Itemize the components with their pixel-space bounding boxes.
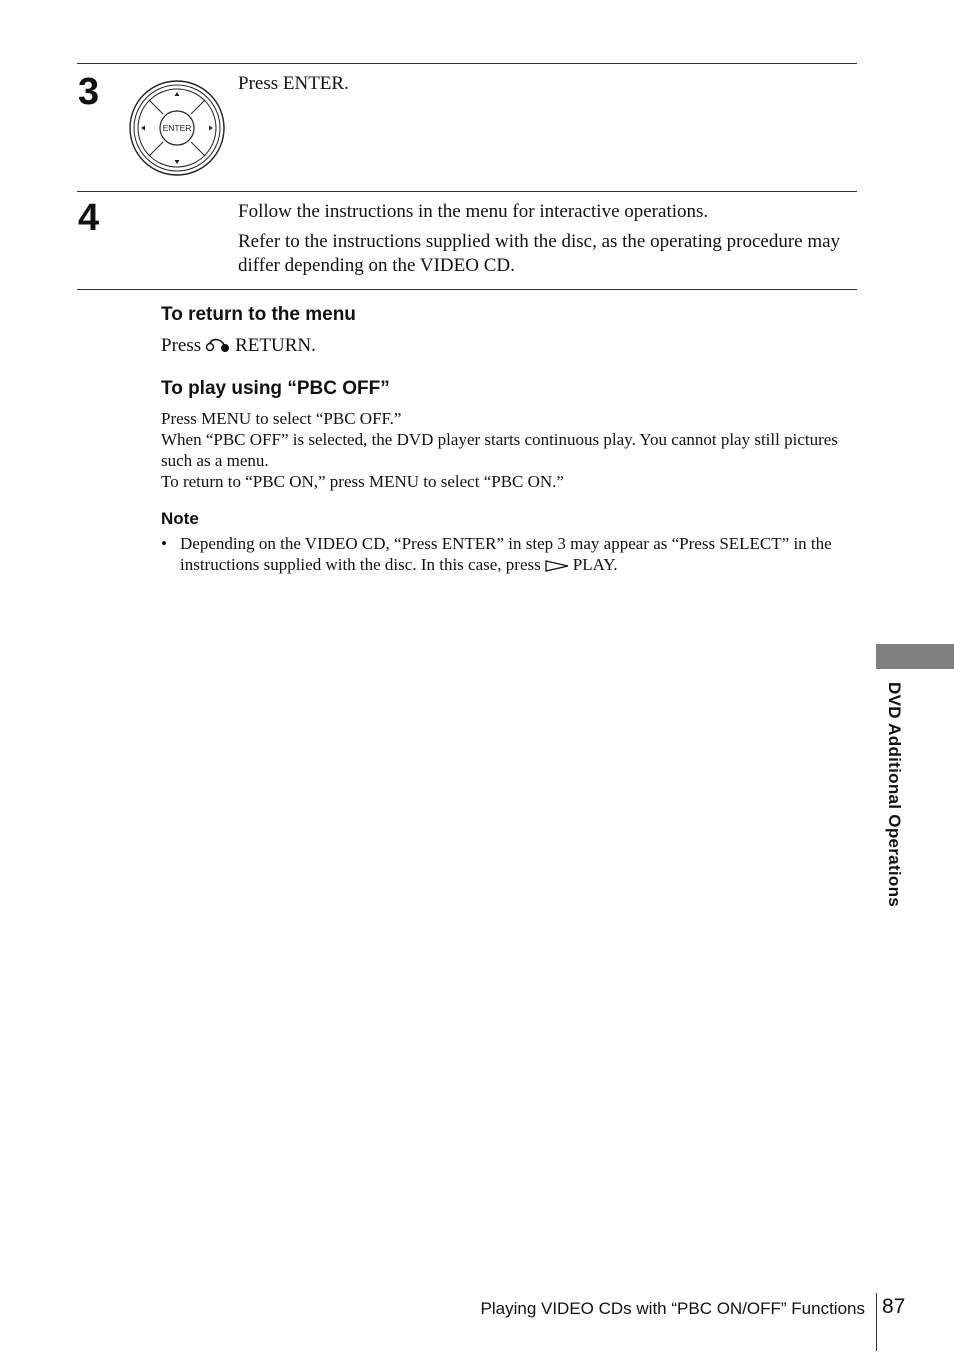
enter-button-icon xyxy=(128,79,226,177)
rule-bottom xyxy=(77,289,857,290)
note-text-end: PLAY. xyxy=(572,555,618,574)
step-number-3: 3 xyxy=(78,71,100,113)
note-text: Depending on the VIDEO CD, “Press ENTER” in step 3 may appear as “Press SELECT” in the instructions supplied with the disc. In this case, press xyxy=(180,534,832,574)
step-4-text xyxy=(238,200,853,278)
section-tab-marker xyxy=(876,644,954,669)
return-section-text: Press RETURN. xyxy=(161,335,316,356)
return-section-title: To return to the menu xyxy=(161,304,356,325)
step-4-instruction: Follow the instructions in the menu for interactive operations. xyxy=(238,201,709,222)
note-bullet: • xyxy=(161,534,167,553)
side-section-label: DVD Additional Operations xyxy=(885,682,904,908)
pbc-off-line-2: When “PBC OFF” is selected, the DVD player starts continuous play. You cannot play still pictures such as a menu. xyxy=(161,430,838,470)
step-4-note: Refer to the instructions supplied with the disc, as the operating procedure may differ depending on the VIDEO CD. xyxy=(238,231,841,276)
note-item xyxy=(161,533,853,575)
play-icon xyxy=(545,559,569,573)
enter-button-label: ENTER xyxy=(162,123,192,133)
step-3-instruction: Press ENTER. xyxy=(238,73,349,94)
step-number-4: 4 xyxy=(78,197,100,239)
return-icon xyxy=(205,336,231,354)
step-3-text xyxy=(238,72,853,96)
footer-divider xyxy=(876,1293,877,1351)
footer-title: Playing VIDEO CDs with “PBC ON/OFF” Functions xyxy=(480,1299,865,1318)
rule-step-4 xyxy=(77,191,857,192)
note-title: Note xyxy=(161,509,199,528)
pbc-off-section-text xyxy=(161,408,841,492)
pbc-off-section-title: To play using “PBC OFF” xyxy=(161,378,390,399)
pbc-off-line-1: Press MENU to select “PBC OFF.” xyxy=(161,409,402,428)
pbc-off-line-3: To return to “PBC ON,” press MENU to select “PBC ON.” xyxy=(161,472,564,491)
rule-top xyxy=(77,63,857,64)
page-number: 87 xyxy=(882,1295,906,1318)
